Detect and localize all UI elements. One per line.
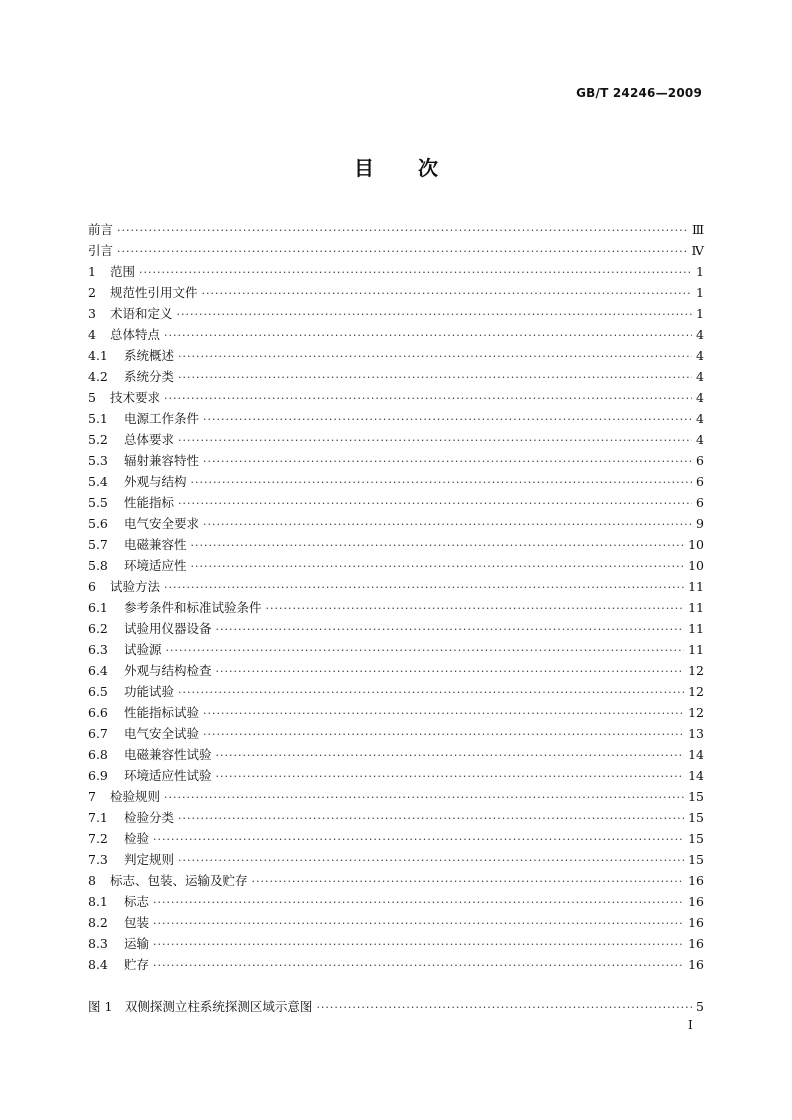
page-title [0, 152, 792, 181]
toc-entry-label: 前言 [88, 222, 114, 237]
toc-entry[interactable] [88, 408, 704, 429]
toc-entry[interactable] [88, 702, 704, 723]
toc-entry[interactable] [88, 828, 704, 849]
toc-entry-page: 16 [688, 873, 704, 888]
standard-code: GB/T 24246—2009 [576, 86, 702, 100]
toc-entry-label: 试验源 [124, 642, 162, 657]
figure-entry-label: 图 1 双侧探测立柱系统探测区域示意图 [88, 999, 313, 1014]
toc-entry-label: 标志 [124, 894, 150, 909]
toc-entry-label: 环境适应性试验 [124, 768, 212, 783]
leader-dots [139, 262, 692, 283]
toc-entry-label: 包装 [124, 915, 150, 930]
toc-entry[interactable] [88, 387, 704, 408]
leader-dots [178, 682, 684, 703]
toc-entry-label: 系统分类 [124, 369, 175, 384]
toc-entry-label: 试验用仪器设备 [124, 621, 212, 636]
toc-entry[interactable] [88, 744, 704, 765]
toc-entry-label: 电源工作条件 [124, 411, 200, 426]
toc-entry-page: 6 [696, 453, 704, 468]
leader-dots [178, 808, 684, 829]
toc-entry-number: 8.4 [88, 957, 108, 972]
toc-entry-label: 性能指标试验 [124, 705, 200, 720]
toc-entry-page: 6 [696, 474, 704, 489]
leader-dots [178, 493, 692, 514]
leader-dots [178, 430, 692, 451]
toc-entry-label: 引言 [88, 243, 114, 258]
leader-dots [203, 409, 692, 430]
toc-entry-label: 技术要求 [110, 390, 161, 405]
toc-entry[interactable] [88, 723, 704, 744]
toc-entry-label: 功能试验 [124, 684, 175, 699]
toc-entry-number: 7.3 [88, 852, 108, 867]
leader-dots [177, 304, 693, 325]
toc-entry-number: 4.2 [88, 369, 108, 384]
toc-entry[interactable] [88, 219, 704, 240]
toc-entry-label: 检验规则 [110, 789, 161, 804]
page-folio: Ⅰ [688, 1018, 693, 1032]
leader-dots [178, 367, 692, 388]
leader-dots [166, 640, 685, 661]
toc-entry-number: 7.2 [88, 831, 108, 846]
toc-entry-page: 11 [688, 579, 704, 594]
leader-dots [216, 619, 685, 640]
toc-entry-number: 6.1 [88, 600, 108, 615]
toc-entry-page: 15 [688, 831, 704, 846]
leader-dots [203, 724, 684, 745]
toc-entry-number: 4.1 [88, 348, 108, 363]
toc-entry-label: 电磁兼容性 [124, 537, 187, 552]
leader-dots [191, 535, 685, 556]
toc-entry-number: 5.4 [88, 474, 108, 489]
toc-entry[interactable] [88, 303, 704, 324]
toc-entry-number: 6.8 [88, 747, 108, 762]
toc-entry[interactable] [88, 240, 704, 261]
toc-entry-label: 外观与结构检查 [124, 663, 212, 678]
toc-entry-page: 10 [688, 537, 704, 552]
toc-entry[interactable] [88, 954, 704, 975]
toc-entry-page: Ⅳ [691, 243, 704, 258]
toc-entry-page: 12 [688, 705, 704, 720]
toc-entry[interactable] [88, 513, 704, 534]
toc-entry-number: 7 [88, 789, 96, 804]
toc-entry[interactable] [88, 576, 704, 597]
toc-entry-page: 9 [696, 516, 704, 531]
toc-entry[interactable] [88, 492, 704, 513]
toc-entry[interactable] [88, 807, 704, 828]
toc-entry-number: 5.5 [88, 495, 108, 510]
toc-entry-page: 6 [696, 495, 704, 510]
leader-dots [202, 283, 693, 304]
leader-dots [153, 892, 684, 913]
toc-entry[interactable] [88, 471, 704, 492]
toc-entry-label: 总体要求 [124, 432, 175, 447]
toc-entry-number: 5.1 [88, 411, 108, 426]
toc-entry[interactable] [88, 345, 704, 366]
toc-entry-label: 性能指标 [124, 495, 175, 510]
toc-entry-number: 5.2 [88, 432, 108, 447]
toc-entry-number: 5 [88, 390, 96, 405]
toc-entry-page: 15 [688, 810, 704, 825]
leader-dots [164, 787, 684, 808]
toc-entry-page: 14 [688, 747, 704, 762]
toc-entry-page: 11 [688, 621, 704, 636]
toc-entry-label: 系统概述 [124, 348, 175, 363]
toc-entry[interactable] [88, 366, 704, 387]
toc-entry[interactable] [88, 933, 704, 954]
toc-entry-number: 6.6 [88, 705, 108, 720]
toc-entry-label: 规范性引用文件 [110, 285, 198, 300]
title-char-1: 目 [354, 156, 374, 180]
toc-entry-number: 6.3 [88, 642, 108, 657]
toc-entry-page: 11 [688, 600, 704, 615]
toc-entry[interactable] [88, 849, 704, 870]
toc-entry-label: 参考条件和标准试验条件 [124, 600, 262, 615]
toc-entry-number: 8.1 [88, 894, 108, 909]
toc-entry-number: 6 [88, 579, 96, 594]
figure-entry-page: 5 [696, 999, 704, 1014]
toc-entry[interactable] [88, 912, 704, 933]
toc-entry-page: 4 [696, 432, 704, 447]
toc-entry[interactable] [88, 555, 704, 576]
toc-entry-number: 5.8 [88, 558, 108, 573]
toc-entry-number: 6.2 [88, 621, 108, 636]
leader-dots [203, 451, 692, 472]
leader-dots [164, 577, 684, 598]
toc-entry-label: 环境适应性 [124, 558, 187, 573]
toc-entry-page: 16 [688, 915, 704, 930]
toc-entry-label: 运输 [124, 936, 150, 951]
toc-entry-page: 4 [696, 327, 704, 342]
toc-entry-label: 外观与结构 [124, 474, 187, 489]
toc-entry[interactable] [88, 870, 704, 891]
toc-entry-page: 14 [688, 768, 704, 783]
toc-entry-number: 5.7 [88, 537, 108, 552]
toc-entry[interactable] [88, 765, 704, 786]
toc-entry-page: 4 [696, 369, 704, 384]
leader-dots [153, 934, 684, 955]
toc-entry-number: 5.3 [88, 453, 108, 468]
toc-entry-number: 5.6 [88, 516, 108, 531]
leader-dots [191, 472, 693, 493]
toc-entry-page: 1 [696, 264, 704, 279]
toc-entry-number: 7.1 [88, 810, 108, 825]
toc-entry-label: 电气安全试验 [124, 726, 200, 741]
toc-entry[interactable] [88, 534, 704, 555]
toc-entry[interactable] [88, 261, 704, 282]
leader-dots [153, 955, 684, 976]
toc-entry-number: 6.9 [88, 768, 108, 783]
toc-entry-label: 贮存 [124, 957, 150, 972]
toc-entry-page: 15 [688, 789, 704, 804]
toc-entry-page: 15 [688, 852, 704, 867]
toc-entry-page: Ⅲ [691, 222, 704, 237]
toc-entry-number: 2 [88, 285, 96, 300]
leader-dots [316, 997, 692, 1018]
toc-entry-number: 6.4 [88, 663, 108, 678]
toc-entry[interactable] [88, 660, 704, 681]
toc-entry-label: 检验 [124, 831, 150, 846]
toc-entry-page: 4 [696, 411, 704, 426]
leader-dots [117, 220, 688, 241]
toc-entry-label: 检验分类 [124, 810, 175, 825]
toc-entry[interactable] [88, 891, 704, 912]
toc-entry-label: 总体特点 [110, 327, 161, 342]
toc-entry-page: 4 [696, 390, 704, 405]
toc-entry[interactable] [88, 786, 704, 807]
toc-entry-label: 范围 [110, 264, 136, 279]
toc-entry-label: 术语和定义 [110, 306, 173, 321]
toc-entry-label: 电气安全要求 [124, 516, 200, 531]
toc-entry-label: 试验方法 [110, 579, 161, 594]
toc-entry[interactable] [88, 324, 704, 345]
toc-entry-number: 6.5 [88, 684, 108, 699]
leader-dots [164, 388, 692, 409]
leader-dots [252, 871, 685, 892]
toc-entry-number: 8 [88, 873, 96, 888]
toc-entry-page: 1 [696, 306, 704, 321]
leader-dots [117, 241, 687, 262]
toc-entry-page: 16 [688, 957, 704, 972]
leader-dots [191, 556, 685, 577]
title-char-2: 次 [418, 156, 438, 180]
toc-entry-page: 1 [696, 285, 704, 300]
toc-entry-page: 16 [688, 894, 704, 909]
leader-dots [153, 913, 684, 934]
toc-entry-page: 16 [688, 936, 704, 951]
leader-dots [164, 325, 692, 346]
leader-dots [203, 703, 684, 724]
leader-dots [216, 766, 685, 787]
toc-entry-label: 标志、包装、运输及贮存 [110, 873, 248, 888]
toc-entry-label: 辐射兼容特性 [124, 453, 200, 468]
toc-entry-number: 3 [88, 306, 96, 321]
toc-entry[interactable] [88, 618, 704, 639]
toc-entry-label: 电磁兼容性试验 [124, 747, 212, 762]
toc-entry-page: 10 [688, 558, 704, 573]
leader-dots [203, 514, 692, 535]
toc-entry-number: 8.2 [88, 915, 108, 930]
toc-entry-number: 4 [88, 327, 96, 342]
toc-entry[interactable] [88, 450, 704, 471]
toc-entry-page: 4 [696, 348, 704, 363]
toc-entry[interactable] [88, 639, 704, 660]
toc-entry[interactable] [88, 282, 704, 303]
toc-entry-number: 6.7 [88, 726, 108, 741]
toc-entry-page: 12 [688, 684, 704, 699]
toc-entry-page: 12 [688, 663, 704, 678]
leader-dots [178, 346, 692, 367]
toc-entry[interactable] [88, 681, 704, 702]
toc-entry[interactable] [88, 429, 704, 450]
toc-entry-label: 判定规则 [124, 852, 175, 867]
leader-dots [266, 598, 685, 619]
leader-dots [153, 829, 684, 850]
leader-dots [216, 745, 685, 766]
toc-entry-number: 1 [88, 264, 96, 279]
figure-list-entry[interactable] [88, 996, 704, 1017]
toc-entry[interactable] [88, 597, 704, 618]
toc-entry-page: 11 [688, 642, 704, 657]
table-of-contents [88, 219, 704, 975]
toc-entry-number: 8.3 [88, 936, 108, 951]
leader-dots [178, 850, 684, 871]
toc-entry-page: 13 [688, 726, 704, 741]
leader-dots [216, 661, 685, 682]
